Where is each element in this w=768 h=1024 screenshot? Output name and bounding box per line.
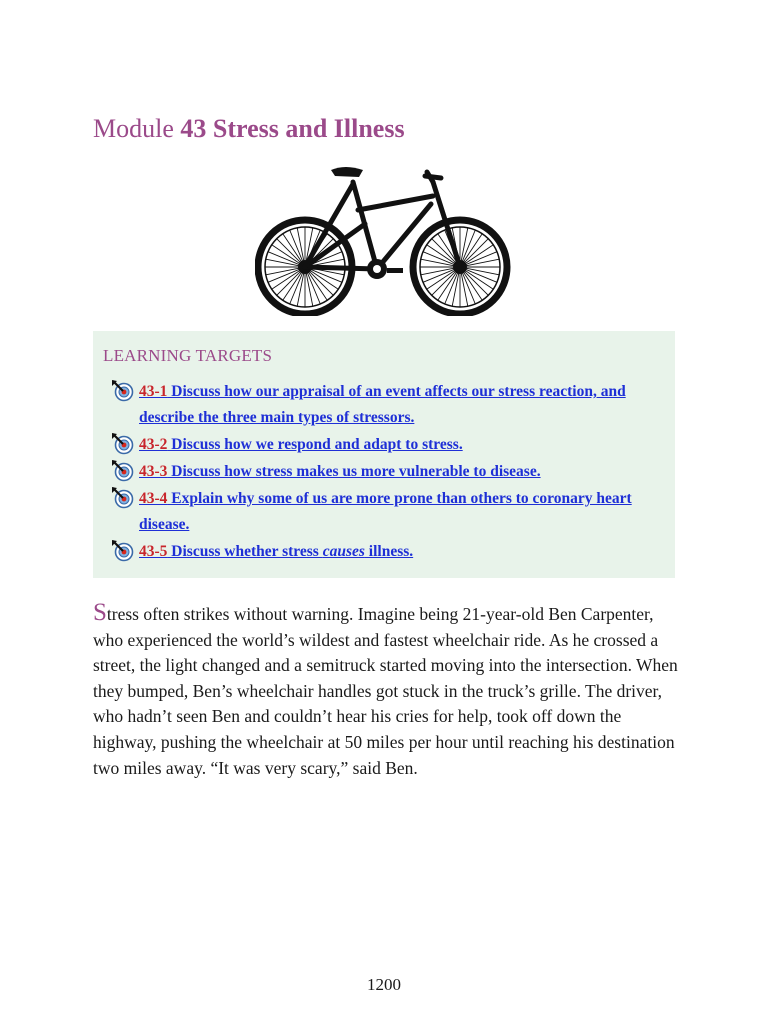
drop-cap: S xyxy=(93,599,107,626)
learning-target-43-4 xyxy=(139,486,639,538)
learning-targets-heading: LEARNING TARGETS xyxy=(103,346,273,365)
learning-target-link[interactable]: 43-3 Discuss how stress makes us more vulnerable to disease. xyxy=(139,463,541,480)
learning-target-43-2 xyxy=(139,432,639,458)
bicycle-illustration xyxy=(255,164,513,316)
body-paragraph xyxy=(93,600,683,781)
learning-target-43-1 xyxy=(139,379,639,431)
learning-target-link[interactable]: 43-2 Discuss how we respond and adapt to stress. xyxy=(139,436,463,453)
target-arrow-icon xyxy=(111,380,135,402)
learning-target-link[interactable]: 43-1 Discuss how our appraisal of an event affects our stress reaction, and describe the three main types of stressors. xyxy=(139,383,626,426)
learning-target-43-3 xyxy=(139,459,639,485)
module-title xyxy=(93,114,405,144)
target-arrow-icon xyxy=(111,540,135,562)
target-arrow-icon xyxy=(111,433,135,455)
page-number: 1200 xyxy=(367,975,401,994)
target-arrow-icon xyxy=(111,487,135,509)
learning-target-link[interactable]: 43-4 Explain why some of us are more prone than others to coronary heart disease. xyxy=(139,490,632,533)
learning-target-43-5 xyxy=(139,539,639,565)
body-paragraph-text: tress often strikes without warning. Imagine being 21-year-old Ben Carpenter, who experienced the world’s wildest and fastest wheelchair ride. As he crossed a street, the light changed and a semitruck started moving into the intersection. When they bumped, Ben’s wheelchair handles got stuck in the truck’s grille. The driver, who hadn’t seen Ben and couldn’t hear his cries for help, took off down the highway, pushing the wheelchair at 50 miles per hour until reaching his destination two miles away. “It was very scary,” said Ben. xyxy=(93,604,678,778)
learning-targets-box xyxy=(93,331,675,578)
module-prefix: Module xyxy=(93,114,181,143)
learning-target-link[interactable]: 43-5 Discuss whether stress causes illness. xyxy=(139,543,414,560)
module-name: 43 Stress and Illness xyxy=(180,114,405,143)
target-arrow-icon xyxy=(111,460,135,482)
